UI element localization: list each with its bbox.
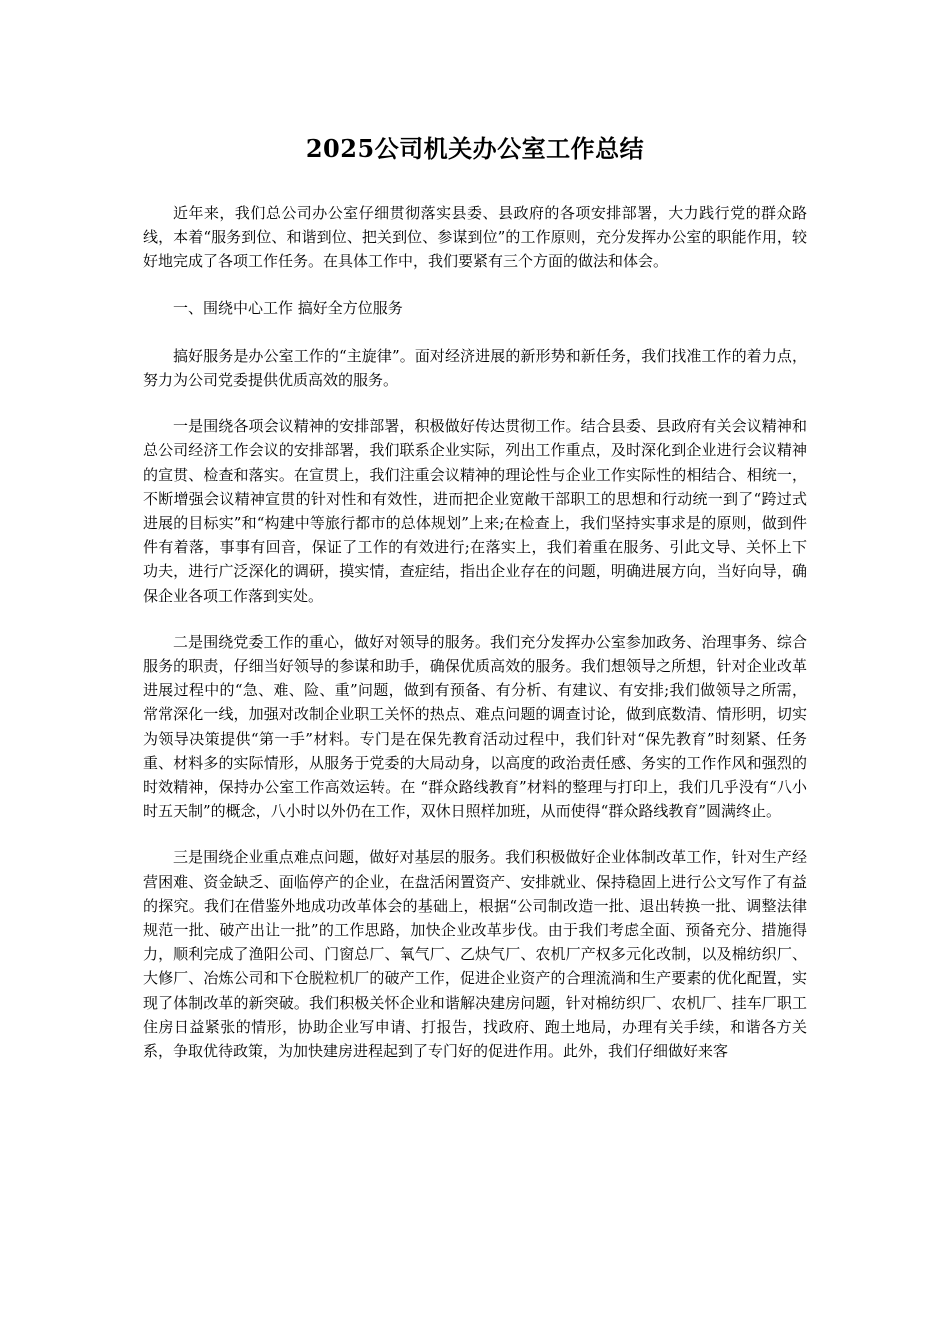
point-3-paragraph: 三是围绕企业重点难点问题，做好对基层的服务。我们积极做好企业体制改革工作，针对生产经营困难、资金缺乏、面临停产的企业，在盘活闲置资产、安排就业、保持稳固上进行公文写作了有益的探究。我们在借鉴外地成功改革体会的基础上，根据“公司制改造一批、退出转换一批、调整法律规范一批、破产出让一批”的工作思路，加快企业改革步伐。由于我们考虑全面、预备充分、措施得力，顺利完成了渔阳公司、门窗总厂、氧气厂、乙炔气厂、农机厂产权多元化改制，以及棉纺织厂、大修厂、冶炼公司和下仓脱粒机厂的破产工作，促进企业资产的合理流淌和生产要素的优化配置，实现了体制改革的新突破。我们积极关怀企业和谐解决建房问题，针对棉纺织厂、农机厂、挂车厂职工住房日益紧张的情形，协助企业写申请、打报告，找政府、跑土地局，办理有关手续，和谐各方关系，争取优待政策，为加快建房进程起到了专门好的促进作用。此外，我们仔细做好来客 <box>143 848 807 1061</box>
section-heading-1: 一、围绕中心工作 搞好全方位服务 <box>173 298 403 317</box>
point-1-paragraph: 一是围绕各项会议精神的安排部署，积极做好传达贯彻工作。结合县委、县政府有关会议精神和总公司经济工作会议的安排部署，我们联系企业实际，列出工作重点，及时深化到企业进行会议精神的宣贯、检查和落实。在宣贯上，我们注重会议精神的理论性与企业工作实际性的相结合、相统一，不断增强会议精神宣贯的针对性和有效性，进而把企业宽敞干部职工的思想和行动统一到了“跨过式进展的目标实”和“构建中等旅行都市的总体规划”上来;在检查上，我们坚持实事求是的原则，做到件件有着落，事事有回音，保证了工作的有效进行;在落实上，我们着重在服务、引此文导、关怀上下功夫，进行广泛深化的调研，摸实情，查症结，指出企业存在的问题，明确进展方向，当好向导，确保企业各项工作落到实处。 <box>143 417 807 605</box>
document-title: 2025公司机关办公室工作总结 <box>305 134 645 163</box>
intro-paragraph: 近年来，我们总公司办公室仔细贯彻落实县委、县政府的各项安排部署，大力践行党的群众路线，本着“服务到位、和谐到位、把关到位、参谋到位”的工作原则，充分发挥办公室的职能作用，较好地完成了各项工作任务。在具体工作中，我们要紧有三个方面的做法和体会。 <box>143 204 807 271</box>
point-2-paragraph: 二是围绕党委工作的重心，做好对领导的服务。我们充分发挥办公室参加政务、治理事务、综合服务的职责，仔细当好领导的参谋和助手，确保优质高效的服务。我们想领导之所想，针对企业改革进展过程中的“急、难、险、重”问题，做到有预备、有分析、有建议、有安排;我们做领导之所需，常常深化一线，加强对改制企业职工关怀的热点、难点问题的调查讨论，做到底数清、情形明，切实为领导决策提供“第一手”材料。专门是在保先教育活动过程中，我们针对“保先教育”时刻紧、任务重、材料多的实际情形，从服务于党委的大局动身，以高度的政治责任感、务实的工作作风和强烈的时效精神，保持办公室工作高效运转。在 “群众路线教育”材料的整理与打印上，我们几乎没有“八小时五天制”的概念，八小时以外仍在工作，双休日照样加班，从而使得“群众路线教育”圆满终止。 <box>143 632 807 821</box>
document-body <box>143 201 807 1085</box>
section-1-lead-paragraph: 搞好服务是办公室工作的“主旋律”。面对经济进展的新形势和新任务，我们找准工作的着力点，努力为公司党委提供优质高效的服务。 <box>143 346 807 390</box>
